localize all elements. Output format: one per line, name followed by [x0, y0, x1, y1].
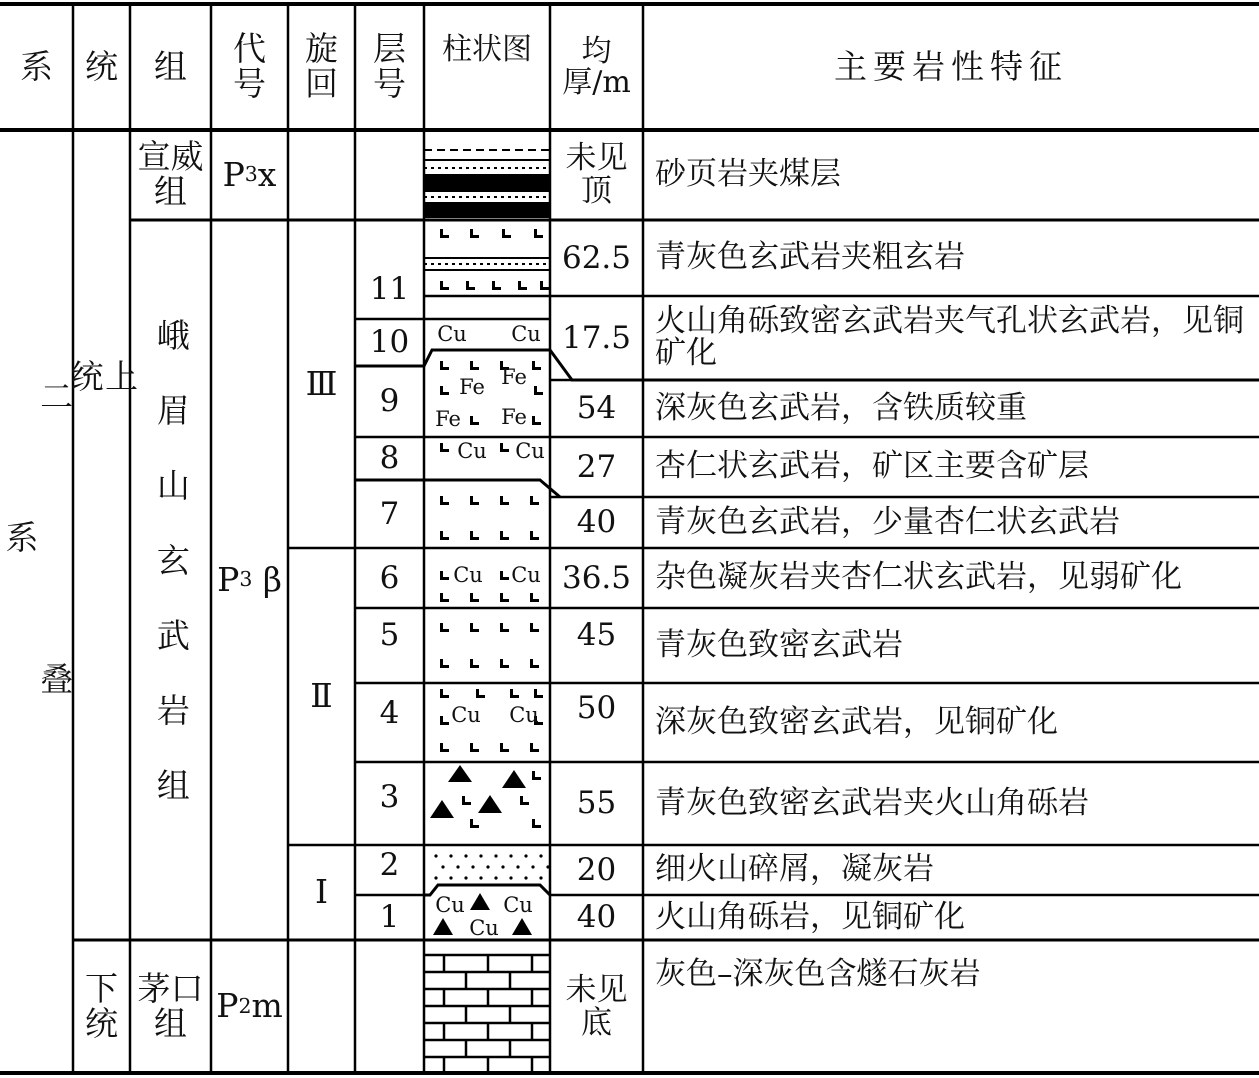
basalt-tick [492, 281, 501, 290]
thickness-7: 40 [576, 504, 617, 541]
tuff-dot [449, 876, 452, 879]
header-column-chart: 柱状图 [442, 32, 532, 67]
header-formation: 组 [154, 46, 187, 86]
layer-no-11: 11 [369, 271, 410, 308]
tuff-dot [434, 854, 437, 857]
basalt-tick [476, 689, 485, 698]
basalt-tick [470, 593, 479, 602]
basalt-tick [530, 623, 539, 632]
basalt-tick [470, 361, 479, 370]
basalt-tick [500, 659, 509, 668]
tuff-dot [509, 854, 512, 857]
basalt-tick [500, 593, 509, 602]
basalt-tick [530, 743, 539, 752]
formation-emeishan-label: 峨眉山玄武岩组 [151, 317, 191, 843]
column-cu-label: Cu [453, 562, 483, 587]
header-layer-no: 层号 [373, 29, 406, 103]
basalt-tick [500, 743, 509, 752]
basalt-tick [440, 443, 449, 452]
header-code: 代号 [233, 29, 266, 103]
thickness-3: 55 [576, 785, 617, 822]
basalt-tick [470, 496, 479, 505]
basalt-tick [440, 361, 449, 370]
tuff-dot [494, 876, 497, 879]
basalt-tick [530, 659, 539, 668]
code-maokou-sub: 2 [238, 993, 252, 1018]
basalt-tick [530, 496, 539, 505]
code-maokou-main: P [216, 986, 239, 1026]
header-thickness: 均厚/m [562, 33, 631, 100]
basalt-tick [462, 796, 471, 805]
cycle-2: Ⅱ [310, 676, 333, 716]
basalt-tick [500, 623, 509, 632]
basalt-tick [534, 689, 543, 698]
column-fe-label: Fe [435, 406, 461, 431]
tuff-dot [516, 865, 519, 868]
tuff-dot [486, 865, 489, 868]
basalt-tick [470, 416, 479, 425]
tuff-dot [524, 854, 527, 857]
formation-maokou: 茅口组 [137, 968, 204, 1043]
desc-1: 火山角砾岩，见铜矿化 [655, 898, 965, 935]
header-series: 统 [85, 46, 118, 86]
code-emeishan [211, 220, 288, 940]
basalt-tick [440, 496, 449, 505]
series-upper-label: 上统 [65, 358, 140, 752]
cycle-3: Ⅲ [305, 363, 338, 403]
column-cu-label: Cu [511, 321, 541, 346]
tuff-dot [449, 854, 452, 857]
desc-maokou: 灰色–深灰色含燧石灰岩 [655, 956, 981, 993]
basalt-tick [520, 796, 529, 805]
thickness-2: 20 [576, 851, 617, 888]
thickness-5: 45 [576, 617, 617, 654]
thickness-6: 36.5 [561, 559, 632, 596]
basalt-tick [470, 659, 479, 668]
column-cu-label: Cu [509, 702, 539, 727]
system-permian [0, 130, 73, 1073]
thickness-4: 50 [576, 689, 617, 726]
column-cu-label: Cu [469, 915, 499, 940]
layer-no-9: 9 [379, 383, 400, 420]
desc-5: 青灰色致密玄武岩 [655, 626, 903, 663]
desc-7: 青灰色玄武岩，少量杏仁状玄武岩 [655, 503, 1120, 540]
formation-emeishan [130, 220, 211, 940]
basalt-tick [440, 281, 449, 290]
code-emeishan-sub: 3 [239, 567, 253, 592]
tuff-dot [524, 876, 527, 879]
tuff-dot [464, 854, 467, 857]
tuff-dot [539, 876, 542, 879]
tuff-dot [539, 854, 542, 857]
column-cu-label: Cu [437, 321, 467, 346]
formation-xuanwei: 宣威组 [137, 137, 204, 211]
column-cu-label: Cu [451, 702, 481, 727]
layer-no-3: 3 [379, 778, 400, 815]
desc-6: 杂色凝灰岩夹杏仁状玄武岩，见弱矿化 [655, 559, 1182, 596]
basalt-tick [532, 819, 541, 828]
tuff-dot [501, 865, 504, 868]
tuff-dot [464, 876, 467, 879]
tuff-dot [441, 865, 444, 868]
layer-no-6: 6 [379, 559, 400, 596]
desc-8: 杏仁状玄武岩，矿区主要含矿层 [655, 448, 1089, 485]
desc-2: 细火山碎屑，凝灰岩 [655, 851, 934, 888]
basalt-tick [440, 593, 449, 602]
basalt-tick [510, 689, 519, 698]
basalt-tick [470, 623, 479, 632]
basalt-tick [466, 281, 475, 290]
code-emeishan-tail: β [252, 559, 282, 599]
column-fe-label: Fe [459, 374, 485, 399]
tuff-dot [494, 854, 497, 857]
basalt-tick [534, 229, 543, 238]
column-cu-label: Cu [515, 438, 545, 463]
basalt-tick [530, 531, 539, 540]
basalt-tick [440, 743, 449, 752]
desc-11: 青灰色玄武岩夹粗玄岩 [655, 239, 965, 276]
layer-no-4: 4 [379, 694, 400, 731]
thickness-xuanwei: 未见顶 [565, 140, 628, 209]
thickness-10: 17.5 [561, 319, 632, 356]
layer-no-7: 7 [379, 495, 400, 532]
basalt-tick [530, 593, 539, 602]
series-upper [65, 130, 140, 940]
basalt-tick [470, 531, 479, 540]
basalt-tick [470, 229, 479, 238]
basalt-tick [540, 281, 549, 290]
layer-no-2: 2 [379, 846, 400, 883]
code-maokou [211, 940, 288, 1073]
column-fe-label: Fe [501, 364, 527, 389]
code-xuanwei-sub: 3 [244, 162, 258, 187]
desc-4: 深灰色致密玄武岩，见铜矿化 [655, 703, 1058, 740]
column-cu-label: Cu [457, 438, 487, 463]
tuff-dot [479, 854, 482, 857]
thickness-9: 54 [576, 390, 617, 427]
column-cu-label: Cu [503, 892, 533, 917]
layer-no-10: 10 [369, 324, 410, 361]
basalt-tick [440, 659, 449, 668]
system-label: 二叠系 [0, 378, 75, 945]
thickness-11: 62.5 [561, 239, 632, 276]
basalt-tick [502, 229, 511, 238]
layer-no-5: 5 [379, 617, 400, 654]
desc-xuanwei: 砂页岩夹煤层 [655, 156, 841, 193]
series-lower: 下统 [85, 968, 118, 1043]
basalt-tick [532, 771, 541, 780]
basalt-tick [440, 386, 449, 395]
tuff-dot [479, 876, 482, 879]
thickness-maokou: 未见底 [565, 971, 628, 1041]
thickness-1: 40 [576, 899, 617, 936]
basalt-tick [500, 443, 509, 452]
basalt-tick [500, 496, 509, 505]
tuff-dot [434, 876, 437, 879]
column-cu-label: Cu [511, 562, 541, 587]
header-lithology: 主要岩性特征 [834, 46, 1068, 86]
basalt-tick [440, 623, 449, 632]
desc-10: 火山角砾致密玄武岩夹气孔状玄武岩，见铜矿化 [655, 303, 1244, 371]
basalt-tick [518, 281, 527, 290]
desc-9: 深灰色玄武岩，含铁质较重 [655, 389, 1027, 426]
tuff-dot [471, 865, 474, 868]
cycle-1: Ⅰ [314, 872, 329, 912]
code-emeishan-main: P [217, 559, 240, 599]
tuff-dot [509, 876, 512, 879]
thickness-8: 27 [576, 448, 617, 485]
basalt-tick [500, 531, 509, 540]
code-maokou-tail: m [251, 986, 283, 1026]
header-system: 系 [20, 46, 53, 86]
tuff-dot [531, 865, 534, 868]
basalt-tick [534, 386, 543, 395]
basalt-tick [440, 689, 449, 698]
basalt-tick [470, 743, 479, 752]
code-xuanwei-main: P [222, 154, 245, 194]
basalt-tick [440, 229, 449, 238]
layer-no-8: 8 [379, 440, 400, 477]
code-xuanwei [211, 130, 288, 220]
desc-3: 青灰色致密玄武岩夹火山角砾岩 [655, 784, 1089, 821]
layer-no-1: 1 [379, 899, 400, 936]
basalt-tick [470, 819, 479, 828]
column-cu-label: Cu [435, 892, 465, 917]
tuff-dot [456, 865, 459, 868]
header-cycle: 旋回 [305, 29, 338, 103]
column-fe-label: Fe [501, 404, 527, 429]
basalt-tick [440, 531, 449, 540]
tuff-dot-pattern [434, 854, 549, 879]
code-xuanwei-tail: x [257, 154, 277, 194]
